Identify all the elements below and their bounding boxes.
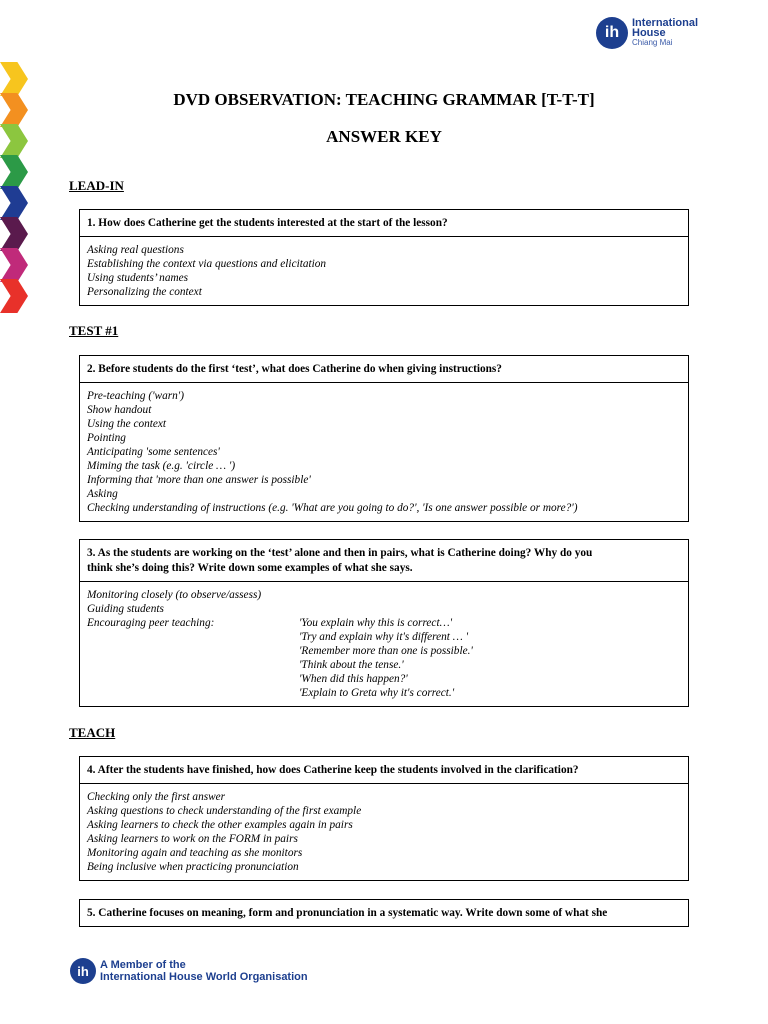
answer-line: Asking [87,488,118,500]
answer-line: Monitoring closely (to observe/assess) [87,589,262,601]
answer-line: Establishing the context via questions and elicitation [87,258,327,270]
answer-line: Checking only the first answer [87,791,226,803]
chevron-green [0,155,28,189]
peer-teaching-quotes [299,616,681,700]
answer-line: Pre-teaching ('warn') [87,390,184,402]
quote-line: 'Explain to Greta why it's correct.' [299,687,455,699]
question-3-answers [80,582,688,706]
question-2-answers [80,383,688,521]
answer-line: Asking real questions [87,244,184,256]
document-subtitle: ANSWER KEY [326,127,442,146]
answer-line: Asking learners to check the other examples again in pairs [87,819,353,831]
answer-line: Monitoring again and teaching as she monitors [87,847,303,859]
section-heading-lead-in: LEAD-IN [69,178,124,193]
logo-line-2: House [632,27,666,39]
ih-logo-icon: ih [70,958,96,984]
answer-line: Using the context [87,418,167,430]
answer-line: Guiding students [87,603,164,615]
quote-line: 'When did this happen?' [299,673,408,685]
question-box-1 [79,209,689,306]
question-3-line-2: think she’s doing this? Write down some examples of what she says. [87,562,413,574]
answer-line: Show handout [87,404,152,416]
question-1-text: 1. How does Catherine get the students interested at the start of the lesson? [80,210,688,237]
quote-line: 'Try and explain why it's different … ' [299,631,469,643]
quote-line: 'Remember more than one is possible.' [299,645,473,657]
answer-line: Miming the task (e.g. 'circle … ') [87,460,236,472]
logo-line-1: A Member of the [100,959,186,971]
logo-line-3: Chiang Mai [632,38,673,47]
question-1-answers [80,237,688,305]
logo-line-1: International [632,17,699,29]
chevron-red [0,279,28,313]
question-box-4 [79,756,689,881]
quote-line: 'Think about the tense.' [299,659,404,671]
answer-line: Being inclusive when practicing pronunciation [87,861,299,873]
peer-teaching-label: Encouraging peer teaching: [87,617,215,629]
answer-line: Anticipating 'some sentences' [87,446,220,458]
document-title: DVD OBSERVATION: TEACHING GRAMMAR [T-T-T] [173,90,595,109]
question-5-text: 5. Catherine focuses on meaning, form and pronunciation in a systematic way. Write down some of what she [87,907,608,919]
ih-chiang-mai-logo [596,16,698,50]
answer-line: Asking learners to work on the FORM in pairs [87,833,298,845]
section-heading-test-1: TEST #1 [69,323,119,338]
question-4-text: 4. After the students have finished, how does Catherine keep the students involved in the clarification? [80,757,688,784]
question-2-text: 2. Before students do the first ‘test’, what does Catherine do when giving instructions? [80,356,688,383]
question-box-5 [79,899,689,927]
answer-line: Asking questions to check understanding of the first example [87,805,362,817]
answer-line: Personalizing the context [87,286,202,298]
answer-line: Using students’ names [87,272,189,284]
chevron-purple [0,217,28,251]
peer-teaching-row [87,616,681,700]
quote-line: 'You explain why this is correct…' [299,617,453,629]
logo-wordmark [100,959,308,983]
answer-line: Checking understanding of instructions (e.g. 'What are you going to do?', 'Is one answer possible or more?') [87,502,578,514]
question-3-text [80,540,688,582]
logo-wordmark [632,18,698,48]
section-heading-teach: TEACH [69,725,116,740]
answer-line: Pointing [87,432,126,444]
logo-line-2: International House World Organisation [100,971,308,983]
question-4-answers [80,784,688,880]
question-box-3 [79,539,689,707]
chevron-magenta [0,248,28,282]
chevron-blue [0,186,28,220]
question-3-line-1: 3. As the students are working on the ‘test’ alone and then in pairs, what is Catherine doing? Why do you [87,547,593,559]
question-box-2 [79,355,689,522]
ih-logo-icon: ih [596,17,628,49]
answer-line: Informing that 'more than one answer is possible' [87,474,311,486]
ih-world-organisation-logo [70,957,308,985]
